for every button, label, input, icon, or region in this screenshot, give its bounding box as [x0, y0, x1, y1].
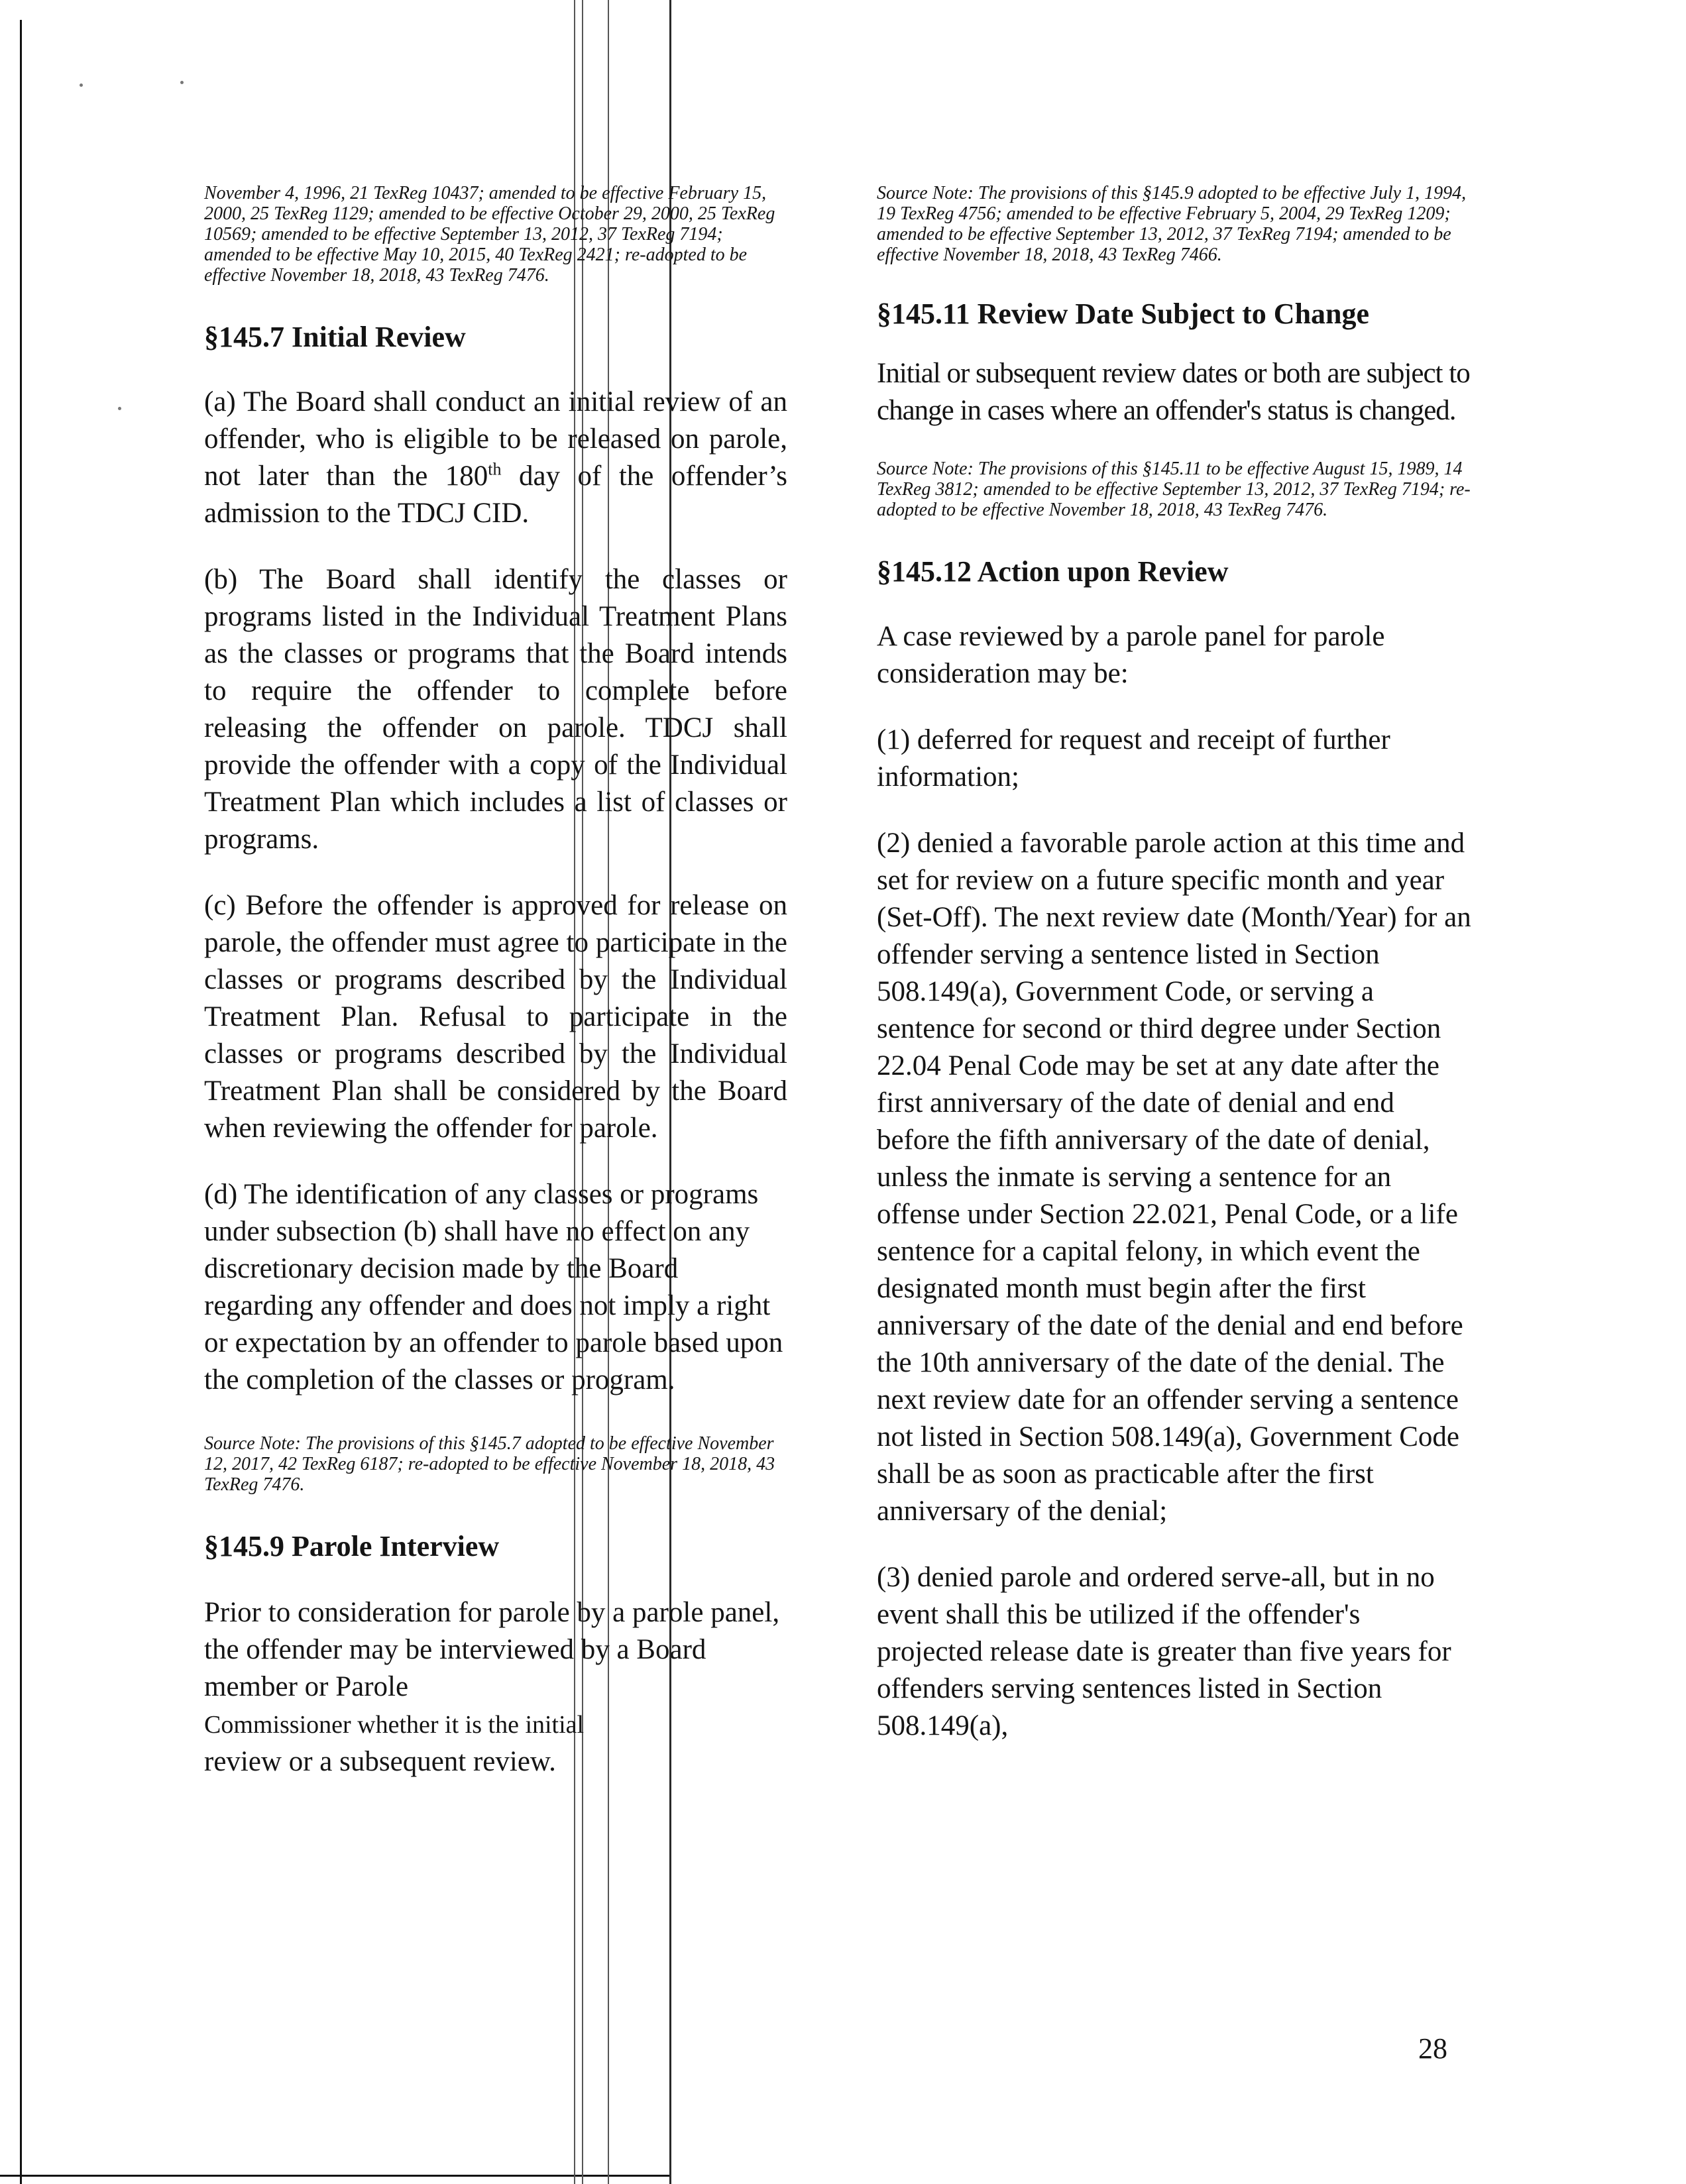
heading-145-7: §145.7 Initial Review — [204, 321, 466, 353]
source-note-145-7: Source Note: The provisions of this §145.7 adopted to be effective November 12, 2017, 42 TexReg 6187; re-adopted to be effective November 18, 2018, 43 TexReg 7476. — [204, 1433, 775, 1495]
paragraph-145-12-item-2: (2) denied a favorable parole action at this time and set for review on a future specific month and year (Set-Off). The next review date (Month/Year) for an offender serving a sentence listed in Section 508.149(a), Government Code, or serving a sentence for second or third degree under Section 22.04 Penal Code may be set at any date after the first anniversary of the date of denial and end before the fifth anniversary of the date of denial, unless the inmate is serving a sentence for an offense under Section 22.021, Penal Code, or a life sentence for a capital felony, in which event the designated month must begin after the first anniversary of the date of the denial and end before the 10th anniversary of the date of the denial. The next review date for an offender serving a sentence not listed in Section 508.149(a), Government Code shall be as soon as practicable after the first anniversary of the denial; — [877, 828, 1471, 1527]
right-column — [877, 183, 1473, 1745]
paragraph-145-12-intro: A case reviewed by a parole panel for parole consideration may be: — [877, 621, 1385, 689]
paragraph-145-9-part-2: Commissioner whether it is the initial — [204, 1711, 585, 1739]
heading-145-9: §145.9 Parole Interview — [204, 1530, 500, 1562]
paragraph-145-7-b: (b) The Board shall identify the classes or programs listed in the Individual Treatment Plans as the classes or programs that the Board intends to require the offender to complete before releasing the offender on parole. TDCJ shall provide the offender with a copy of the Individual Treatment Plan which includes a list of classes or programs. — [204, 564, 787, 855]
paragraph-145-7-a — [204, 384, 787, 532]
source-note-145-9: Source Note: The provisions of this §145.9 adopted to be effective July 1, 1994, 19 TexReg 4756; amended to be effective February 5, 2004, 29 TexReg 1209; amended to be effective September 13, 2012, 37 TexReg 7194; amended to be effective November 18, 2018, 43 TexReg 7466. — [877, 183, 1467, 265]
page-bottom-edge — [0, 2175, 669, 2177]
page-left-edge — [20, 20, 22, 2184]
paragraph-145-12-item-3: (3) denied parole and ordered serve-all, but in no event shall this be utilized if the offender's projected release date is greater than five years for offenders serving sentences listed in Section 508.149(a), — [877, 1562, 1451, 1741]
source-note-1456: November 4, 1996, 21 TexReg 10437; amended to be effective February 15, 2000, 25 TexReg 1129; amended to be effective October 29, 2000, 25 TexReg 10569; amended to be effective September 13, 2012, 37 TexReg 7194; amended to be effective May 10, 2015, 40 TexReg 2421; re-adopted to be effective November 18, 2018, 43 TexReg 7476. — [204, 183, 775, 286]
paragraph-145-7-a-post: day of the offender’s admission to the TDCJ CID. — [204, 461, 787, 529]
paragraph-145-7-c: (c) Before the offender is approved for release on parole, the offender must agree to participate in the classes or programs described by the Individual Treatment Plan. Refusal to participate in the classes or programs described by the Individual Treatment Plan shall be considered by the Board when reviewing the offender for parole. — [204, 890, 787, 1144]
ordinal-suffix: th — [488, 459, 502, 479]
page-number: 28 — [1418, 2032, 1447, 2065]
paragraph-145-11: Initial or subsequent review dates or both are subject to change in cases where an offender's status is changed. — [877, 358, 1470, 426]
paragraph-145-9-part-3: review or a subsequent review. — [204, 1746, 556, 1777]
heading-145-12: §145.12 Action upon Review — [877, 555, 1229, 588]
paragraph-145-7-a-pre: (a) The Board shall conduct an initial review of an offender, who is eligible to be released on parole, not later than the 180 — [204, 386, 787, 492]
stray-mark-3 — [118, 407, 121, 410]
heading-145-11: §145.11 Review Date Subject to Change — [877, 298, 1370, 330]
paragraph-145-12-item-1: (1) deferred for request and receipt of further information; — [877, 724, 1390, 792]
stray-mark-1 — [80, 83, 83, 87]
source-note-145-11: Source Note: The provisions of this §145.11 to be effective August 15, 1989, 14 TexReg 3812; amended to be effective September 13, 2012, 37 TexReg 7194; re-adopted to be effective November 18, 2018, 43 TexReg 7476. — [877, 459, 1471, 520]
stray-mark-2 — [180, 81, 184, 84]
left-column — [204, 183, 787, 1780]
paragraph-145-7-d: (d) The identification of any classes or programs under subsection (b) shall have no effect on any discretionary decision made by the Board regarding any offender and does not imply a right or expectation by an offender to parole based upon the completion of the classes or program. — [204, 1179, 783, 1395]
paragraph-145-9 — [204, 1594, 787, 1780]
paragraph-145-9-part-1: Prior to consideration for parole by a parole panel, the offender may be interviewed by a Board member or Parole — [204, 1597, 780, 1702]
